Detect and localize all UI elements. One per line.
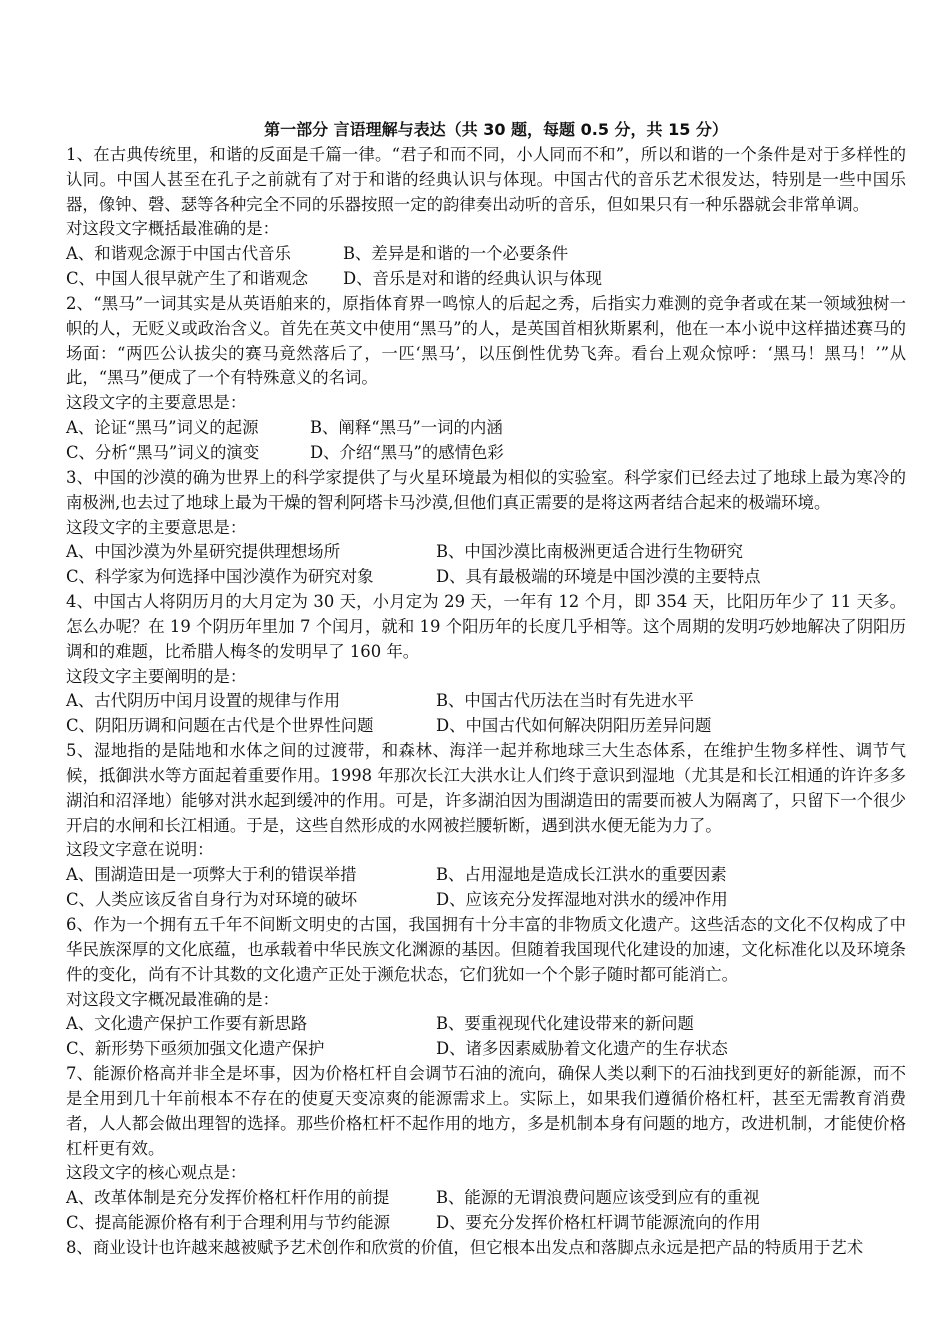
option-b: B、能源的无谓浪费问题应该受到应有的重视 — [436, 1188, 760, 1208]
question-stem: 8、商业设计也许越来越被赋予艺术创作和欣赏的价值，但它根本出发点和落脚点永远是把产品的特质用于艺术 — [66, 1237, 864, 1257]
option-a: A、论证“黑马”词义的起源 — [66, 418, 259, 438]
question-stem: 6、作为一个拥有五千年不间断文明史的古国，我国拥有十分丰富的非物质文化遗产。这些活态的文化不仅构成了中华民族深厚的文化底蕴，也承载着中华民族文化渊源的基因。但随着我国现代化建设的加速，文化标准化以及环境条件的变化，尚有不计其数的文化遗产正处于濒危状态，它们犹如一个个影子随时都可能消亡。 — [66, 915, 906, 984]
option-d: D、应该充分发挥湿地对洪水的缓冲作用 — [436, 890, 728, 910]
question-3 — [66, 466, 906, 590]
option-row — [66, 1186, 906, 1211]
option-d: D、诸多因素威胁着文化遗产的生存状态 — [436, 1039, 728, 1059]
option-b: B、要重视现代化建设带来的新问题 — [436, 1014, 694, 1034]
question-stem: 1、在古典传统里，和谐的反面是千篇一律。“君子和而不同，小人同而不和”，所以和谐的一个条件是对于多样性的认同。中国人甚至在孔子之前就有了对于和谐的经典认识与体现。中国古代的音乐艺术很发达，特别是一些中国乐器，像钟、磬、瑟等各种完全不同的乐器按照一定的韵律奏出动听的音乐，但如果只有一种乐器就会非常单调。 — [66, 144, 906, 214]
question-prompt: 对这段文字概括最准确的是： — [66, 219, 280, 239]
option-c: C、新形势下亟须加强文化遗产保护 — [66, 1039, 325, 1059]
option-b: B、中国沙漠比南极洲更适合进行生物研究 — [436, 542, 744, 562]
question-prompt: 这段文字的核心观点是： — [66, 1163, 247, 1183]
option-row — [66, 267, 906, 292]
question-1 — [66, 143, 906, 292]
question-prompt: 这段文字意在说明： — [66, 840, 214, 860]
option-a: A、改革体制是充分发挥价格杠杆作用的前提 — [66, 1188, 390, 1208]
option-a: A、围湖造田是一项弊大于利的错误举措 — [66, 865, 357, 885]
question-stem: 7、能源价格高并非全是坏事，因为价格杠杆自会调节石油的流向，确保人类以剩下的石油找到更好的新能源，而不是全用到几十年前根本不存在的使夏天变凉爽的能源需求上。实际上，如果我们遵循价格杠杆，甚至无需教育消费者，人人都会做出理智的选择。那些价格杠杆不起作用的地方，多是机制本身有问题的地方，改进机制，才能使价格杠杆更有效。 — [66, 1064, 906, 1158]
option-c: C、中国人很早就产生了和谐观念 — [66, 269, 309, 289]
option-row — [66, 1037, 906, 1062]
option-d: D、介绍“黑马”的感情色彩 — [310, 442, 504, 462]
option-a: A、和谐观念源于中国古代音乐 — [66, 244, 291, 264]
option-c: C、分析“黑马”词义的演变 — [66, 442, 260, 462]
question-7 — [66, 1062, 906, 1236]
question-prompt: 这段文字主要阐明的是： — [66, 666, 247, 686]
option-row — [66, 863, 906, 888]
option-c: C、人类应该反省自身行为对环境的破坏 — [66, 890, 358, 910]
option-b: B、中国古代历法在当时有先进水平 — [436, 691, 694, 711]
option-b: B、差异是和谐的一个必要条件 — [343, 244, 569, 264]
exam-page — [66, 118, 906, 1261]
question-8 — [66, 1236, 906, 1261]
question-stem: 5、湿地指的是陆地和水体之间的过渡带，和森林、海洋一起并称地球三大生态体系，在维护生物多样性、调节气候，抵御洪水等方面起着重要作用。1998 年那次长江大洪水让人们终于意识到湿地（尤其是和长江相通的许许多多湖泊和沼泽地）能够对洪水起到缓冲的作用。可是，许多湖泊因为围湖造田的需要而被人为隔离了，只留下一个很少开启的水闸和长江相通。于是，这些自然形成的水网被拦腰斩断，遇到洪水便无能为力了。 — [66, 741, 906, 835]
question-prompt: 对这段文字概况最准确的是： — [66, 989, 280, 1009]
option-row — [66, 714, 906, 739]
option-c: C、科学家为何选择中国沙漠作为研究对象 — [66, 567, 374, 587]
option-row — [66, 1012, 906, 1037]
question-prompt: 这段文字的主要意思是： — [66, 517, 247, 537]
question-stem: 4、中国古人将阴历月的大月定为 30 天，小月定为 29 天，一年有 12 个月，即 354 天，比阳历年少了 11 天多。怎么办呢？在 19 个阴历年里加 7 个闰月，就和 19 个阳历年的长度几乎相等。这个周期的发明巧妙地解决了阴阳历调和的难题，比希腊人梅冬的发明早了 160 年。 — [66, 592, 906, 661]
section-title: 第一部分 言语理解与表达（共 30 题，每题 0.5 分，共 15 分） — [264, 120, 728, 139]
option-row — [66, 565, 906, 590]
option-row — [66, 242, 906, 267]
option-d: D、要充分发挥价格杠杆调节能源流向的作用 — [436, 1213, 761, 1233]
option-a: A、文化遗产保护工作要有新思路 — [66, 1014, 308, 1034]
option-row — [66, 689, 906, 714]
option-b: B、阐释“黑马”一词的内涵 — [310, 418, 503, 438]
option-a: A、中国沙漠为外星研究提供理想场所 — [66, 542, 341, 562]
question-5 — [66, 739, 906, 913]
option-row — [66, 888, 906, 913]
option-row — [66, 1211, 906, 1236]
question-4 — [66, 590, 906, 739]
option-row — [66, 441, 906, 466]
option-c: C、阴阳历调和问题在古代是个世界性问题 — [66, 716, 374, 736]
option-row — [66, 540, 906, 565]
option-b: B、占用湿地是造成长江洪水的重要因素 — [436, 865, 727, 885]
question-6 — [66, 913, 906, 1062]
question-stem: 3、中国的沙漠的确为世界上的科学家提供了与火星环境最为相似的实验室。科学家们已经去过了地球上最为寒冷的南极洲,也去过了地球上最为干燥的智利阿塔卡马沙漠,但他们真正需要的是将这两者结合起来的极端环境。 — [66, 467, 906, 512]
option-row — [66, 416, 906, 441]
question-2 — [66, 292, 906, 466]
question-prompt: 这段文字的主要意思是： — [66, 393, 247, 413]
option-d: D、中国古代如何解决阴阳历差异问题 — [436, 716, 712, 736]
question-stem: 2、“黑马”一词其实是从英语舶来的，原指体育界一鸣惊人的后起之秀，后指实力难测的竞争者或在某一领域独树一帜的人，无贬义或政治含义。首先在英文中使用“黑马”的人，是英国首相狄斯累利，他在一本小说中这样描述赛马的场面：“两匹公认拔尖的赛马竟然落后了，一匹‘黑马’，以压倒性优势飞奔。看台上观众惊呼：‘黑马！黑马！’”从此，“黑马”便成了一个有特殊意义的名词。 — [66, 293, 906, 388]
option-a: A、古代阴历中闰月设置的规律与作用 — [66, 691, 341, 711]
option-c: C、提高能源价格有利于合理利用与节约能源 — [66, 1213, 390, 1233]
option-d: D、具有最极端的环境是中国沙漠的主要特点 — [436, 567, 761, 587]
option-d: D、音乐是对和谐的经典认识与体现 — [343, 269, 602, 289]
